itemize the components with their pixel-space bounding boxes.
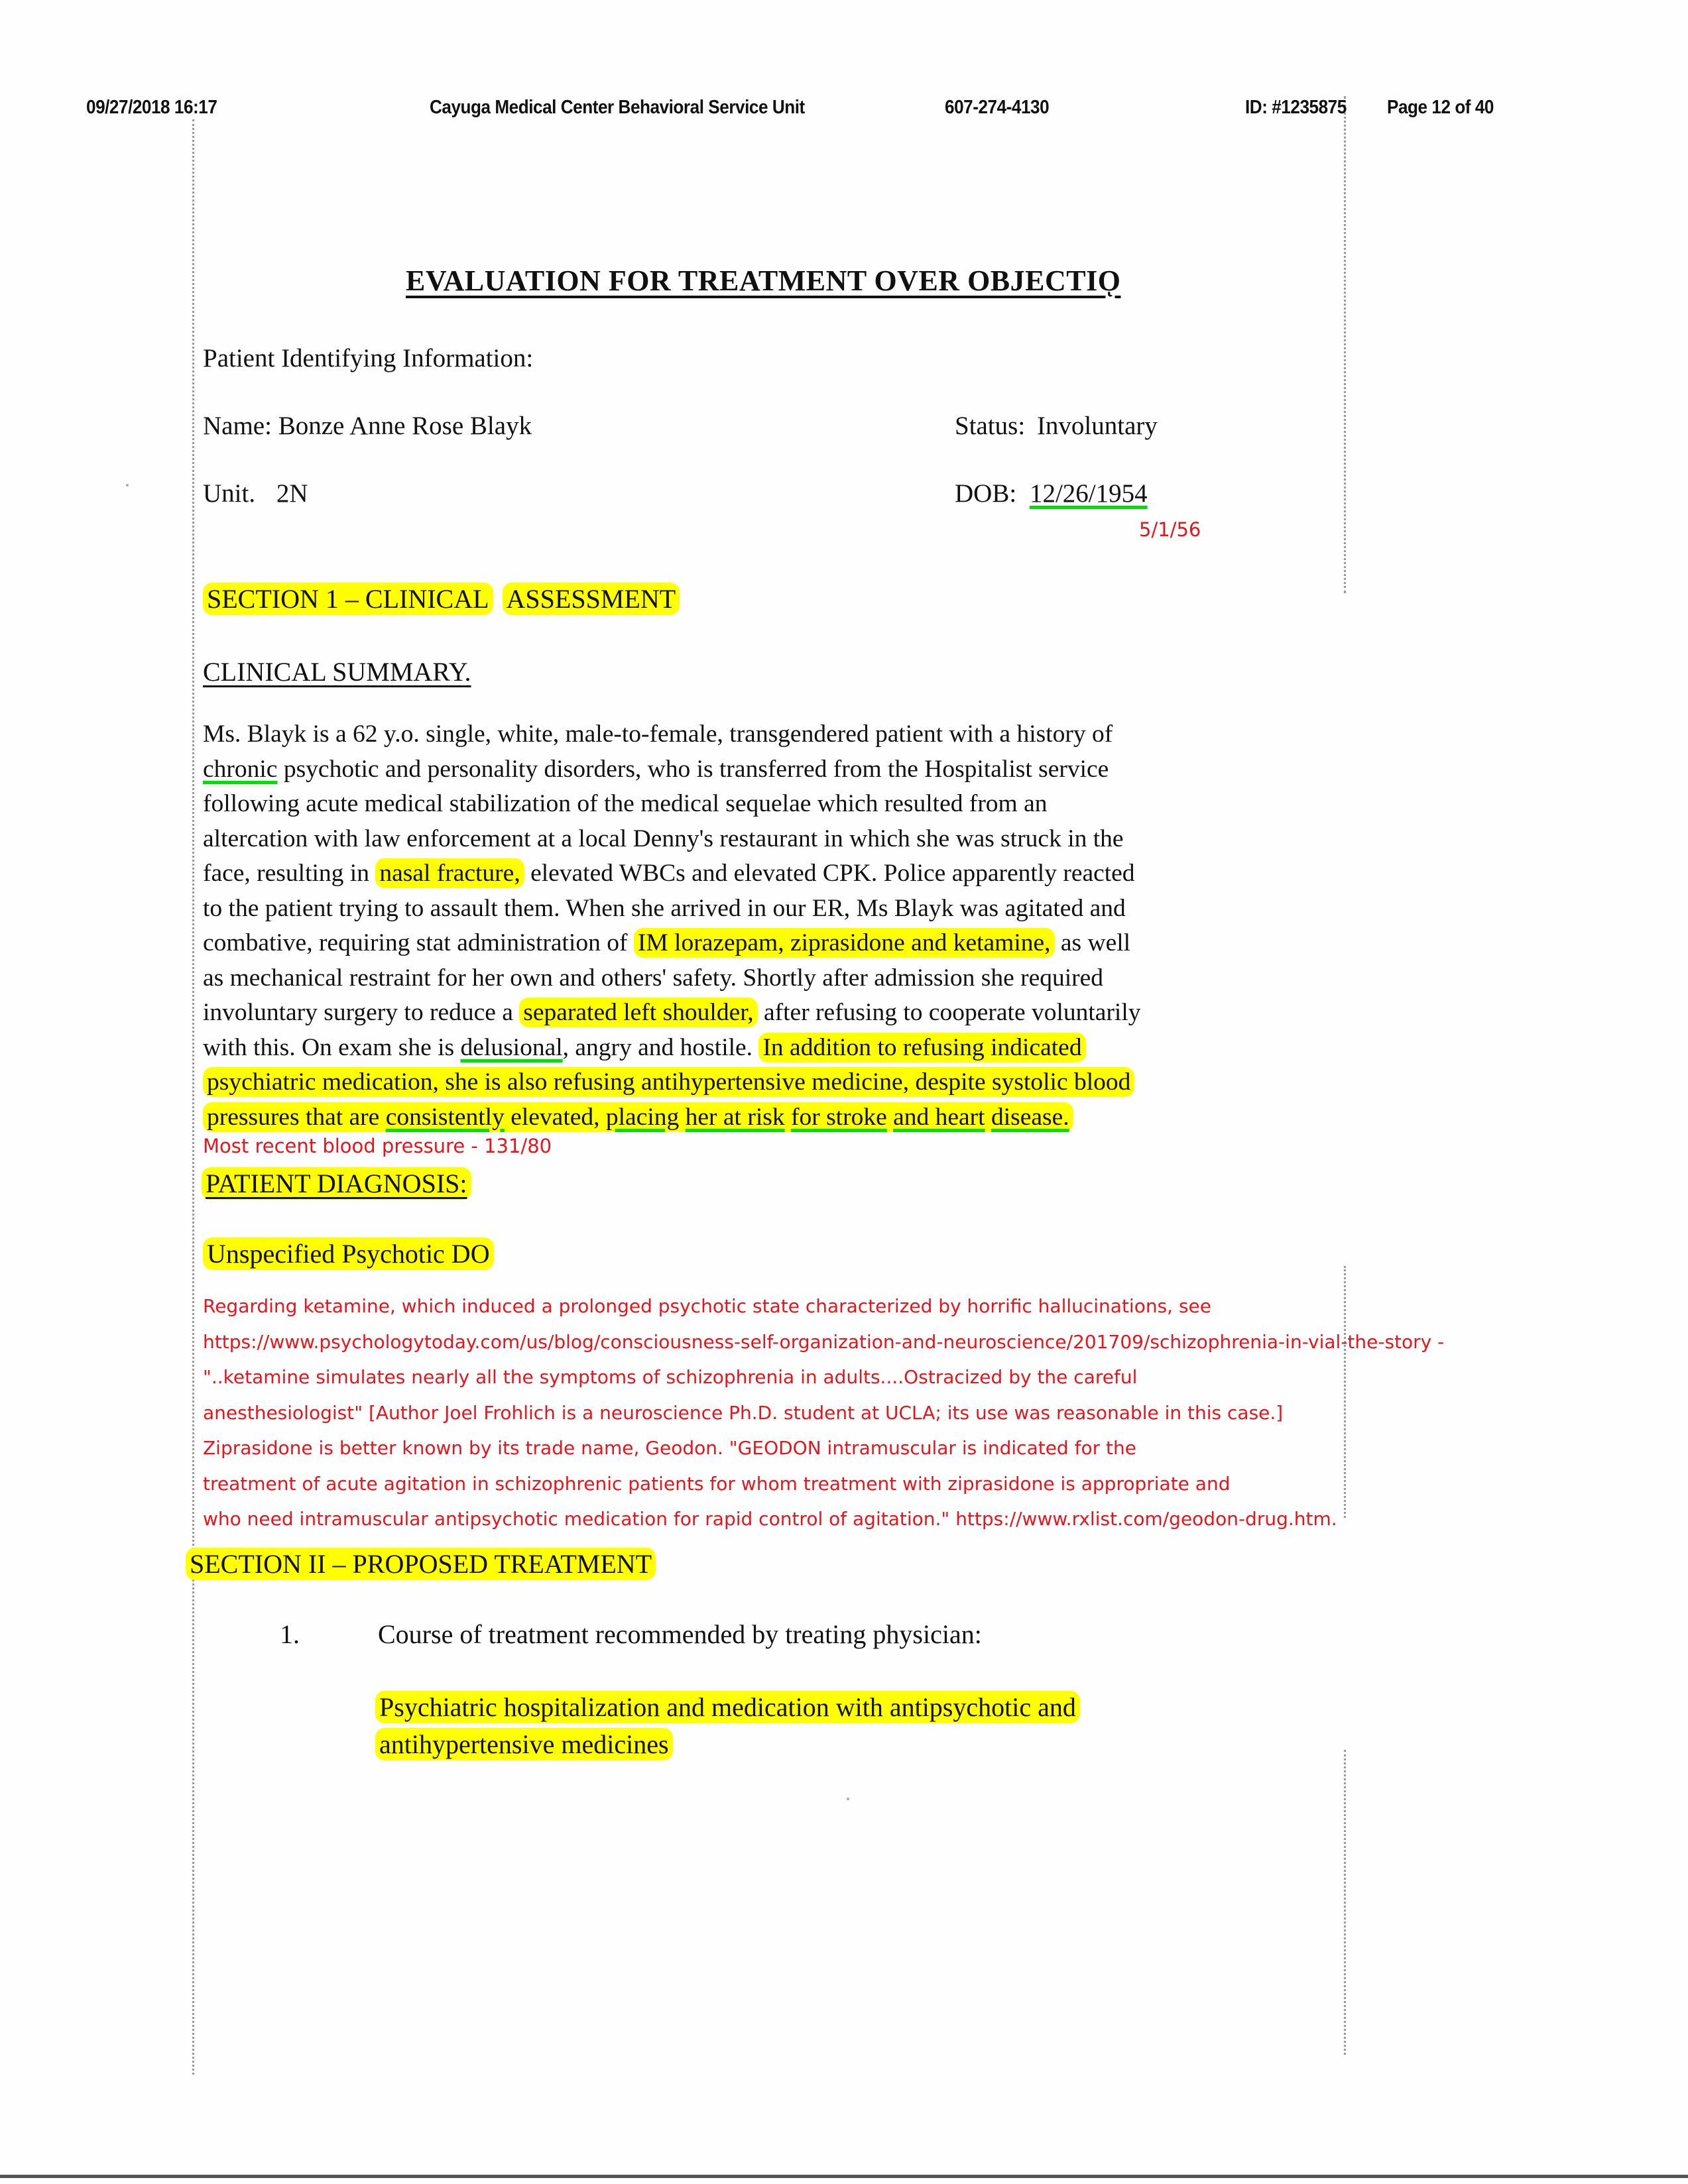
fold-line-right-bottom — [1344, 1750, 1346, 2055]
patient-info-heading: Patient Identifying Information: — [203, 344, 534, 373]
annotation-line: treatment of acute agitation in schizophrenic patients for whom treatment with ziprasidone is appropriate and — [203, 1472, 1231, 1495]
underlined-placing: placing — [605, 1103, 680, 1131]
treatment-item-number: 1. — [280, 1619, 300, 1649]
treatment-line: Psychiatric hospitalization and medication with antipsychotic and — [375, 1689, 1080, 1726]
fax-facility: Cayuga Medical Center Behavioral Service Unit — [430, 97, 805, 118]
unit-value: 2N — [276, 479, 308, 508]
highlight-separated-shoulder: separated left shoulder, — [519, 998, 757, 1027]
recommended-treatment — [375, 1689, 1080, 1763]
underlined-for-stroke: for stroke — [790, 1103, 887, 1131]
patient-diagnosis-heading — [202, 1168, 471, 1199]
scan-speck — [847, 1798, 849, 1800]
underlined-her-at-risk: her at risk — [685, 1103, 785, 1131]
dob-label: DOB: — [955, 479, 1017, 508]
dob-correction-annotation: 5/1/56 — [1139, 518, 1201, 541]
underlined-chronic: chronic — [203, 755, 278, 783]
document-title: EVALUATION FOR TREATMENT OVER OBJECTIOͅ — [406, 264, 1121, 297]
summary-line: Ms. Blayk is a 62 y.o. single, white, male-to-female, transgendered patient with a history of — [203, 720, 1113, 748]
summary-line: altercation with law enforcement at a local Denny's restaurant in which she was struck in the — [203, 825, 1124, 852]
highlight-refusing-medication: In addition to refusing indicated — [758, 1033, 1085, 1063]
page-bottom-edge — [0, 2175, 1688, 2178]
treatment-item-label: Course of treatment recommended by treating physician: — [378, 1619, 982, 1649]
dob-value: 12/26/1954 — [1029, 479, 1148, 508]
summary-line: as mechanical restraint for her own and others' safety. Shortly after admission she required — [203, 964, 1104, 992]
diagnosis-value — [203, 1238, 494, 1269]
section-1-heading — [203, 583, 680, 614]
underlined-consistently: consistently — [385, 1103, 505, 1131]
summary-line — [203, 1065, 1390, 1100]
annotation-line: who need intramuscular antipsychotic medication for rapid control of agitation." https://www.rxlist.com/geodon-drug.htm. — [203, 1508, 1337, 1530]
status-value: Involuntary — [1036, 412, 1158, 440]
fax-timestamp: 09/27/2018 16:17 — [86, 97, 217, 118]
name-value: Bonze Anne Rose Blayk — [278, 412, 532, 440]
summary-line: to the patient trying to assault them. When she arrived in our ER, Ms Blayk was agitated and — [203, 894, 1126, 922]
summary-line: following acute medical stabilization of the medical sequelae which resulted from an — [203, 790, 1048, 817]
annotation-line-url: https://www.psychologytoday.com/us/blog/consciousness-self-organization-and-neuroscience/201709/schizophrenia-in-vial-the-story - — [203, 1330, 1445, 1353]
fold-line-right — [1344, 96, 1346, 593]
summary-line: with this. On exam she is delusional, angry and hostile. In addition to refusing indicated — [203, 1031, 1390, 1066]
section-1-heading-part2: ASSESSMENT — [503, 583, 680, 615]
patient-diagnosis-heading-text: PATIENT DIAGNOSIS: — [202, 1167, 471, 1200]
summary-line: chronic psychotic and personality disorders, who is transferred from the Hospitalist service — [203, 755, 1109, 783]
diagnosis-text: Unspecified Psychotic DO — [203, 1237, 494, 1270]
underlined-delusional: delusional — [460, 1033, 563, 1061]
unit-label: Unit. — [203, 479, 256, 508]
fold-line-left — [192, 119, 194, 2075]
section-2-heading-text: SECTION II – PROPOSED TREATMENT — [186, 1548, 656, 1580]
unit-field — [203, 479, 308, 508]
fax-id: ID: #1235875 — [1245, 97, 1347, 118]
annotation-line: Ziprasidone is better known by its trade name, Geodon. "GEODON intramuscular is indicated for the — [203, 1437, 1136, 1459]
clinical-summary-paragraph — [203, 717, 1390, 1135]
name-label: Name: — [203, 412, 272, 440]
scan-speck — [126, 484, 129, 487]
fax-page-number: Page 12 of 40 — [1387, 97, 1494, 118]
name-field — [203, 411, 532, 441]
status-label: Status: — [955, 412, 1026, 440]
highlight-nasal-fracture: nasal fracture, — [375, 858, 524, 888]
highlight-refusing-antihypertensive: psychiatric medication, she is also refusing antihypertensive medicine, despite systolic blood — [203, 1067, 1134, 1097]
blood-pressure-annotation: Most recent blood pressure - 131/80 — [203, 1135, 552, 1157]
summary-line: involuntary surgery to reduce a separated left shoulder, after refusing to cooperate voluntarily — [203, 999, 1141, 1026]
summary-line: face, resulting in nasal fracture, elevated WBCs and elevated CPK. Police apparently reacted — [203, 860, 1135, 887]
section-2-heading — [186, 1548, 656, 1580]
annotation-line: "..ketamine simulates nearly all the symptoms of schizophrenia in adults....Ostracized by the careful — [203, 1366, 1138, 1388]
underlined-disease: disease. — [991, 1103, 1069, 1131]
dob-field — [955, 479, 1148, 508]
ketamine-ziprasidone-annotation — [203, 1289, 1444, 1537]
highlight-pressures: pressures that are consistently elevated, placing her at risk for stroke and heart disease. — [203, 1102, 1073, 1132]
highlight-medications: IM lorazepam, ziprasidone and ketamine, — [634, 928, 1055, 958]
summary-line — [203, 1100, 1390, 1135]
annotation-line: Regarding ketamine, which induced a prolonged psychotic state characterized by horrific hallucinations, see — [203, 1295, 1212, 1317]
treatment-line: antihypertensive medicines — [375, 1726, 1080, 1763]
annotation-line: anesthesiologist" [Author Joel Frohlich is a neuroscience Ph.D. student at UCLA; its use was reasonable in this case.] — [203, 1401, 1284, 1424]
status-field — [955, 411, 1158, 441]
fax-phone: 607-274-4130 — [945, 97, 1050, 118]
summary-line: combative, requiring stat administration of IM lorazepam, ziprasidone and ketamine, as well — [203, 929, 1131, 956]
clinical-summary-heading: CLINICAL SUMMARY. — [203, 657, 471, 687]
underlined-and-heart: and heart — [893, 1103, 985, 1131]
section-1-heading-part1: SECTION 1 – CLINICAL — [203, 583, 493, 615]
